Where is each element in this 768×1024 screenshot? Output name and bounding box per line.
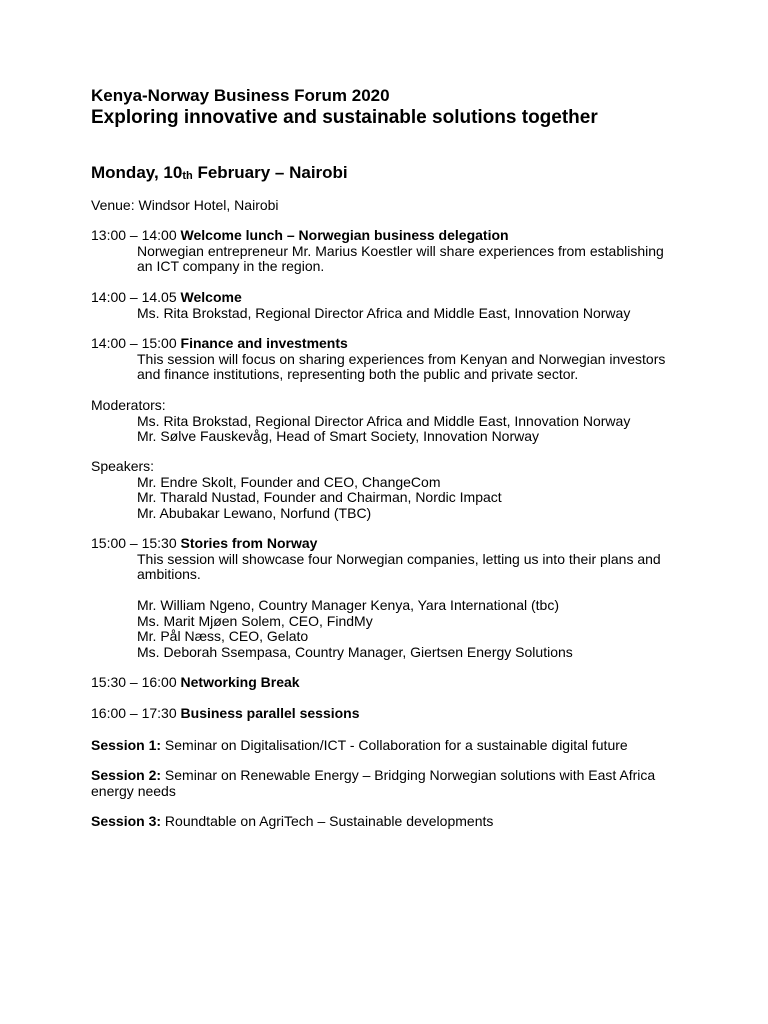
item-description: an ICT company in the region. [137,258,325,274]
venue-text: Venue: Windsor Hotel, Nairobi [91,197,279,213]
speaker-entry: Mr. Endre Skolt, Founder and CEO, ChangeCom [137,473,441,490]
item-description: Norwegian entrepreneur Mr. Marius Koestler will share experiences from establishing [137,242,664,259]
agenda-item-finance [91,336,665,383]
agenda-item-parallel [91,706,360,722]
item-title: Networking Break [180,674,300,690]
agenda-item-welcome [91,290,630,321]
item-time: 13:00 – 14:00 [91,227,181,243]
item-time: 14:00 – 15:00 [91,335,181,351]
moderator-entry: Ms. Rita Brokstad, Regional Director Africa and Middle East, Innovation Norway [137,412,631,429]
agenda-item-break [91,675,300,691]
agenda-item-lunch [91,228,664,275]
moderators-label: Moderators: [91,397,166,413]
company-entry: Ms. Marit Mjøen Solem, CEO, FindMy [137,612,373,629]
item-time: 14:00 – 14.05 [91,289,181,305]
item-description: Ms. Rita Brokstad, Regional Director Africa and Middle East, Innovation Norway [137,304,631,321]
item-description: and finance institutions, representing both the public and private sector. [137,366,579,382]
item-description: This session will showcase four Norwegian companies, letting us into their plans and [137,550,661,567]
speakers-block [91,459,502,521]
forum-title: Kenya-Norway Business Forum 2020 [91,86,390,105]
item-title: Welcome lunch – Norwegian business delegation [180,227,509,243]
session-2 [91,768,676,799]
day-heading [91,162,348,186]
moderators-block [91,398,630,445]
speakers-label: Speakers: [91,458,155,474]
session-text: Seminar on Digitalisation/ICT - Collaboration for a sustainable digital future [161,737,628,753]
day-rest: February – Nairobi [192,163,348,182]
session-text: Seminar on Renewable Energy – Bridging Norwegian solutions with East Africa energy needs [91,767,656,799]
session-1 [91,738,676,754]
company-entry: Mr. Pål Næss, CEO, Gelato [137,628,309,644]
day-weekday: Monday, 10 [91,163,183,182]
item-description: ambitions. [137,566,201,582]
session-label: Session 3: [91,813,162,829]
item-title: Welcome [180,289,242,305]
item-description: This session will focus on sharing experiences from Kenyan and Norwegian investors [137,350,666,367]
agenda-item-stories [91,536,661,583]
document-header [91,86,598,130]
item-title: Business parallel sessions [180,705,360,721]
speaker-entry: Mr. Abubakar Lewano, Norfund (TBC) [137,504,372,521]
company-entry: Mr. William Ngeno, Country Manager Kenya, Yara International (tbc) [137,597,560,613]
item-title: Finance and investments [180,335,348,351]
session-label: Session 2: [91,767,162,783]
day-ordinal: th [182,170,193,182]
session-label: Session 1: [91,737,162,753]
item-time: 16:00 – 17:30 [91,705,181,721]
speaker-entry: Mr. Tharald Nustad, Founder and Chairman, Nordic Impact [137,489,502,505]
company-entry: Ms. Deborah Ssempasa, Country Manager, Giertsen Energy Solutions [137,643,573,660]
stories-companies [91,598,573,660]
item-time: 15:00 – 15:30 [91,535,181,551]
item-time: 15:30 – 16:00 [91,674,181,690]
moderator-entry: Mr. Sølve Fauskevåg, Head of Smart Society, Innovation Norway [137,428,540,444]
session-3 [91,814,676,830]
item-title: Stories from Norway [180,535,318,551]
forum-tagline: Exploring innovative and sustainable solutions together [91,107,598,128]
venue-line [91,198,279,214]
session-text: Roundtable on AgriTech – Sustainable developments [161,813,494,829]
